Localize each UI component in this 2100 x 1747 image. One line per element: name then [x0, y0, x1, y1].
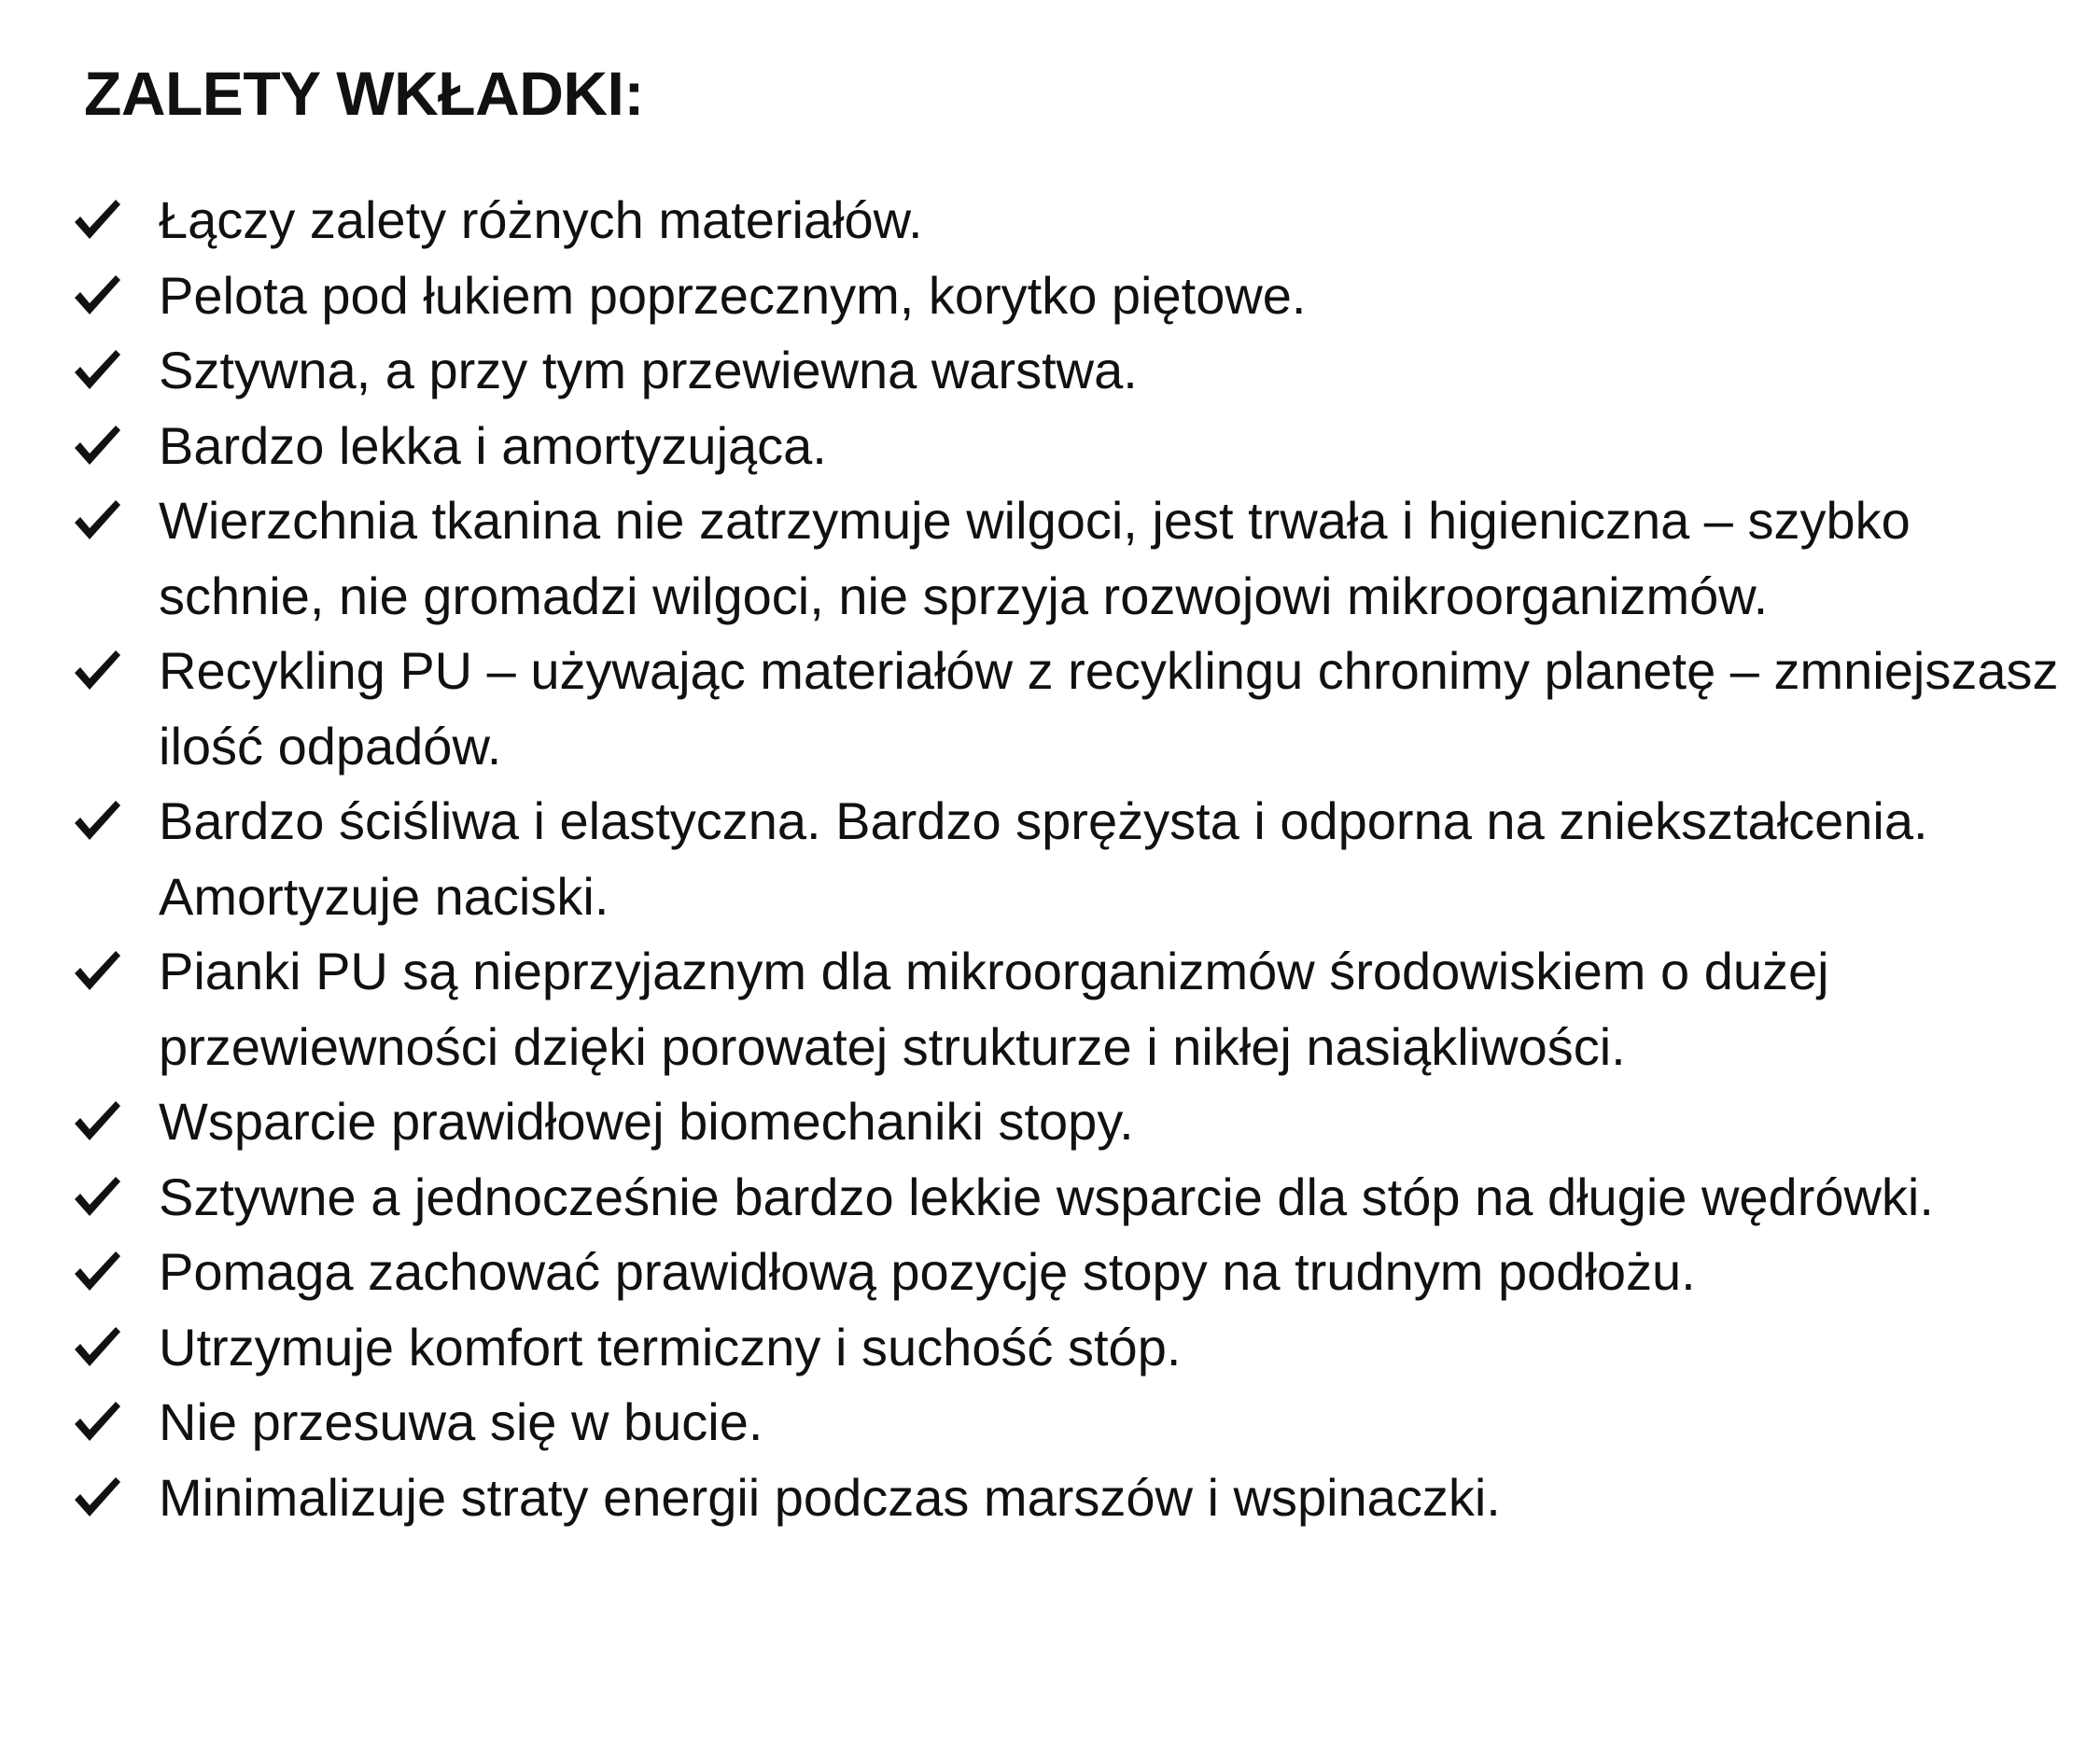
list-item	[65, 1310, 2072, 1386]
list-item-text: Sztywne a jednocześnie bardzo lekkie wsparcie dla stóp na długie wędrówki.	[159, 1167, 1934, 1226]
list-item	[65, 934, 2072, 1084]
checkmark-icon	[69, 1470, 123, 1524]
list-item-text: Wsparcie prawidłowej biomechaniki stopy.	[159, 1092, 1134, 1151]
list-item	[65, 409, 2072, 484]
list-item	[65, 259, 2072, 334]
checkmark-icon	[69, 1094, 123, 1148]
list-item	[65, 183, 2072, 259]
list-item	[65, 1385, 2072, 1460]
checkmark-icon	[69, 1394, 123, 1448]
list-item-text: Wierzchnia tkanina nie zatrzymuje wilgoci, jest trwała i higieniczna – szybko schnie, nie gromadzi wilgoci, nie sprzyja rozwojowi mikroorganizmów.	[159, 491, 1911, 625]
list-item	[65, 333, 2072, 409]
page-title: ZALETY WKŁADKI:	[84, 59, 644, 128]
list-item	[65, 1460, 2072, 1536]
list-item-text: Pianki PU są nieprzyjaznym dla mikroorganizmów środowiskiem o dużej przewiewności dzięki porowatej strukturze i nikłej nasiąkliwości.	[159, 942, 1829, 1076]
list-item-text: Bardzo ściśliwa i elastyczna. Bardzo sprężysta i odporna na zniekształcenia. Amortyzuje naciski.	[159, 791, 1928, 926]
list-item-text: Pelota pod łukiem poprzecznym, korytko piętowe.	[159, 265, 1307, 325]
list-item	[65, 1235, 2072, 1310]
list-item-text: Sztywna, a przy tym przewiewna warstwa.	[159, 341, 1138, 399]
list-item-text: Recykling PU – używając materiałów z recyklingu chronimy planetę – zmniejszasz ilość odpadów.	[159, 641, 2059, 776]
checkmark-icon	[69, 268, 123, 322]
list-item-text: Łączy zalety różnych materiałów.	[159, 190, 923, 249]
list-item	[65, 483, 2072, 634]
checkmark-icon	[69, 643, 123, 697]
list-item	[65, 784, 2072, 934]
list-item-text: Pomaga zachować prawidłową pozycję stopy na trudnym podłożu.	[159, 1242, 1696, 1301]
list-item-text: Utrzymuje komfort termiczny i suchość stóp.	[159, 1317, 1182, 1377]
checkmark-icon	[69, 1320, 123, 1374]
checkmark-icon	[69, 192, 123, 246]
list-item	[65, 1160, 2072, 1236]
checkmark-icon	[69, 1169, 123, 1223]
checkmark-icon	[69, 342, 123, 397]
list-item-text: Bardzo lekka i amortyzująca.	[159, 415, 827, 475]
list-item	[65, 1084, 2072, 1160]
checkmark-icon	[69, 943, 123, 998]
checkmark-icon	[69, 1244, 123, 1298]
list-item-text: Minimalizuje straty energii podczas marszów i wspinaczki.	[159, 1467, 1501, 1527]
checkmark-icon	[69, 493, 123, 547]
checkmark-icon	[69, 793, 123, 847]
advantages-list	[65, 183, 2072, 1535]
list-item	[65, 634, 2072, 784]
list-item-text: Nie przesuwa się w bucie.	[159, 1392, 763, 1451]
checkmark-icon	[69, 418, 123, 472]
